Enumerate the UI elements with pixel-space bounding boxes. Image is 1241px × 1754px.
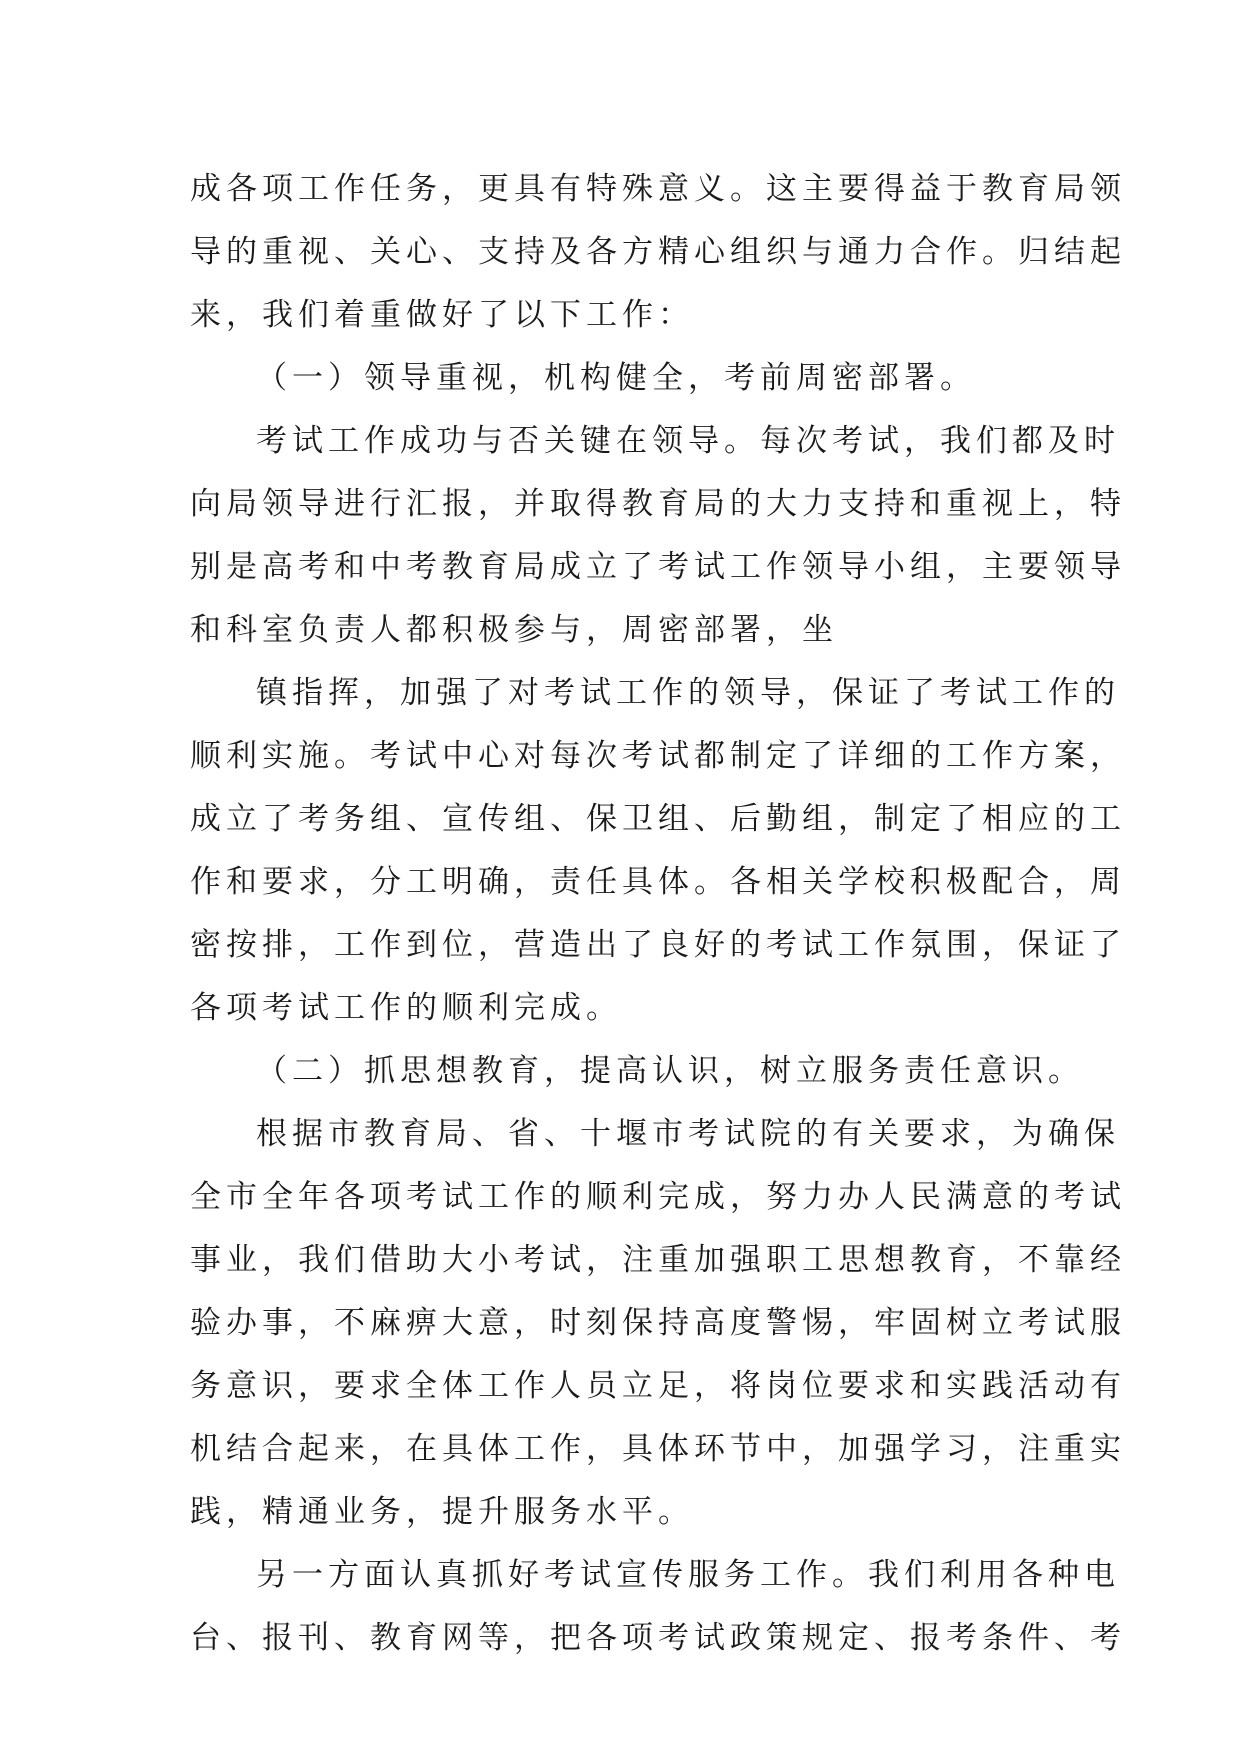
section-heading-2: （二）抓思想教育，提高认识，树立服务责任意识。 [256,1053,1084,1089]
paragraph-line: 别是高考和中考教育局成立了考试工作领导小组，主要领导 [190,549,1126,585]
paragraph-line: 机结合起来，在具体工作，具体环节中，加强学习，注重实 [190,1431,1126,1467]
paragraph-line: 践，精通业务，提升服务水平。 [190,1494,694,1530]
paragraph-line: 各项考试工作的顺利完成。 [190,990,622,1026]
paragraph-line: 导的重视、关心、支持及各方精心组织与通力合作。归结起 [190,234,1126,270]
paragraph-line: 全市全年各项考试工作的顺利完成，努力办人民满意的考试 [190,1179,1126,1215]
paragraph-line: 作和要求，分工明确，责任具体。各相关学校积极配合，周 [190,864,1126,900]
paragraph-line: 验办事，不麻痹大意，时刻保持高度警惕，牢固树立考试服 [190,1305,1126,1341]
paragraph-line: 向局领导进行汇报，并取得教育局的大力支持和重视上，特 [190,486,1126,522]
paragraph-line: 事业，我们借助大小考试，注重加强职工思想教育，不靠经 [190,1242,1126,1278]
paragraph-line: 另一方面认真抓好考试宣传服务工作。我们利用各种电 [256,1557,1120,1593]
paragraph-line: 成各项工作任务，更具有特殊意义。这主要得益于教育局领 [190,171,1126,207]
paragraph-line: 根据市教育局、省、十堰市考试院的有关要求，为确保 [256,1116,1120,1152]
paragraph-line: 考试工作成功与否关键在领导。每次考试，我们都及时 [256,423,1120,459]
paragraph-line: 密按排，工作到位，营造出了良好的考试工作氛围，保证了 [190,927,1126,963]
paragraph-line: 和科室负责人都积极参与，周密部署，坐 [190,612,838,648]
document-body [190,158,1126,1670]
paragraph-line: 台、报刊、教育网等，把各项考试政策规定、报考条件、考 [190,1620,1126,1656]
paragraph-line: 务意识，要求全体工作人员立足，将岗位要求和实践活动有 [190,1368,1126,1404]
section-heading-1: （一）领导重视，机构健全，考前周密部署。 [256,360,976,396]
paragraph-line: 顺利实施。考试中心对每次考试都制定了详细的工作方案， [190,738,1126,774]
paragraph-line: 镇指挥，加强了对考试工作的领导，保证了考试工作的 [256,675,1120,711]
paragraph-line: 来，我们着重做好了以下工作： [190,297,694,333]
paragraph-line: 成立了考务组、宣传组、保卫组、后勤组，制定了相应的工 [190,801,1126,837]
